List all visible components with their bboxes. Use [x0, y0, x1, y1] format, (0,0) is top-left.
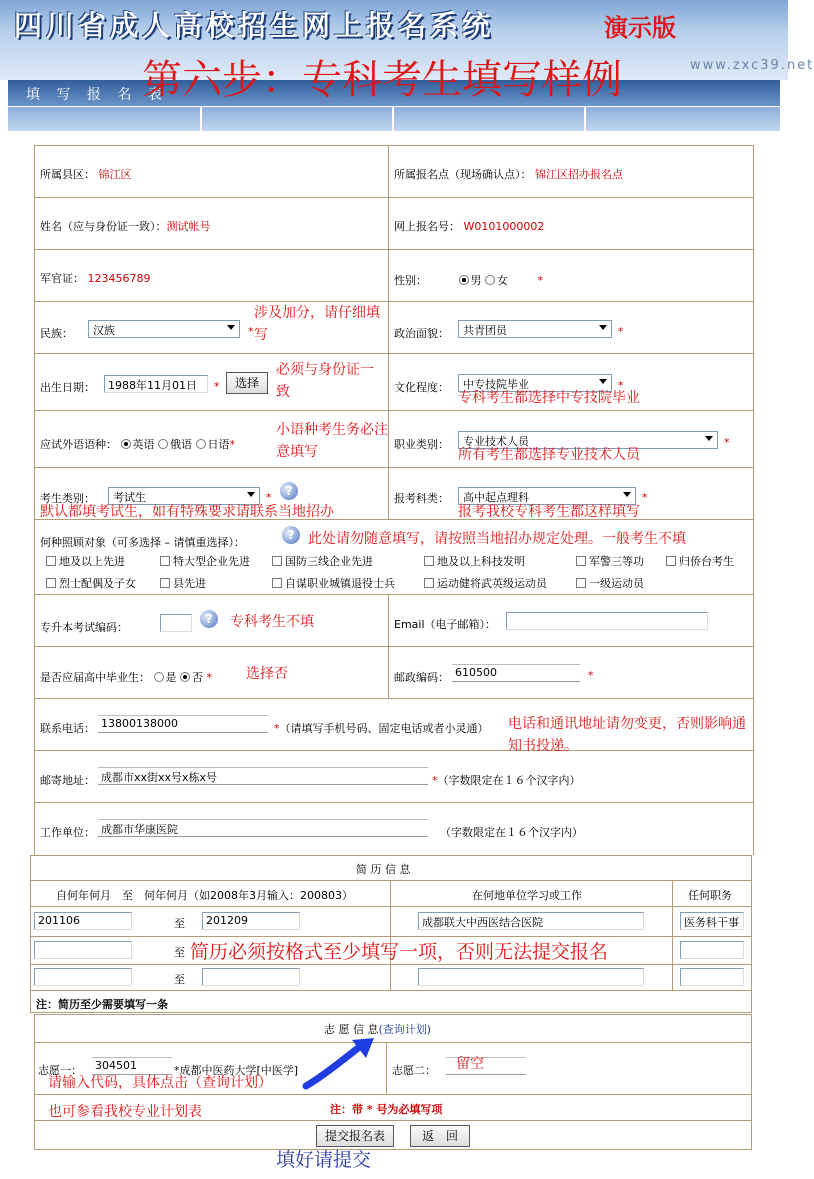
resume-col-period: 自何年何月 至 何年何月（如2008年3月输入：200803） — [56, 889, 353, 902]
resume-col-job: 任何职务 — [688, 889, 732, 902]
annotation-subject: 报考我校专科考生都这样填写 — [458, 504, 640, 520]
language-field: 应试外语语种： 英语 俄语 日语* — [40, 438, 235, 451]
political-label: 政治面貌： — [394, 327, 449, 340]
work-input[interactable]: 成都市华康医院 — [98, 819, 428, 837]
resume-to-input[interactable] — [202, 968, 300, 986]
language-russian-radio[interactable]: 俄语 — [158, 438, 192, 451]
exam-type-label: 考生类别： — [40, 492, 95, 505]
annotation-phone: 电话和通讯地址请勿变更，否则影响通知书投递。 — [508, 716, 746, 754]
required-star: * — [642, 491, 648, 504]
annotation-language: 小语种考生务必注意填写 — [276, 422, 388, 460]
resume-divider — [30, 880, 752, 881]
site-field: 所属报名点（现场确认点）： 锦江区招办报名点 — [394, 168, 623, 181]
required-star: * — [618, 379, 624, 392]
resume-job-input[interactable] — [680, 968, 744, 986]
military-id-field: 军官证： 123456789 — [40, 272, 151, 285]
political-select[interactable]: 共青团员 — [458, 320, 612, 338]
required-star: * — [266, 491, 272, 504]
care-option[interactable]: 军警三等功 — [576, 553, 644, 569]
phone-input[interactable]: 13800138000 — [98, 715, 268, 733]
arrow-icon — [300, 1034, 380, 1094]
site-value: 锦江区招办报名点 — [535, 168, 623, 181]
birth-label: 出生日期： — [40, 381, 95, 394]
county-value: 锦江区 — [98, 168, 132, 181]
required-star: * — [724, 436, 730, 449]
email-input[interactable] — [506, 612, 708, 630]
wish1-code-input[interactable]: 304501 — [92, 1057, 172, 1075]
resume-to-label: 至 — [174, 946, 185, 959]
annotation-leave-empty: 留空 — [456, 1056, 484, 1072]
care-option[interactable]: 县先进 — [160, 575, 206, 591]
sub-bar — [8, 107, 780, 131]
care-label: 何种照顾对象（可多选择 – 请慎重选择）： — [40, 536, 245, 549]
care-option[interactable]: 地及以上科技发明 — [424, 553, 525, 569]
email-label: Email（电子邮箱）： — [394, 618, 497, 631]
demo-badge: 演示版 — [604, 13, 676, 42]
wish-divider — [34, 1042, 752, 1043]
required-note: 注：带 * 号为必填写项 — [330, 1103, 443, 1116]
resume-to-label: 至 — [174, 917, 185, 930]
help-icon[interactable]: ? — [282, 526, 300, 544]
query-plan-link[interactable]: (查询计划) — [378, 1023, 432, 1036]
phone-label: 联系电话： — [40, 722, 95, 735]
required-star: * — [618, 325, 624, 338]
address-label: 邮寄地址： — [40, 774, 95, 787]
required-star: * — [248, 325, 254, 338]
phone-hint: *（请填写手机号码、固定电话或者小灵通） — [274, 722, 489, 735]
birth-select-button[interactable]: 选择 — [226, 372, 268, 394]
annotation-occupation: 所有考生都选择专业技术人员 — [458, 447, 640, 463]
language-japanese-radio[interactable]: 日语 — [196, 438, 230, 451]
care-option[interactable]: 运动健将武英级运动员 — [424, 575, 547, 591]
resume-col-place: 在何地单位学习或工作 — [472, 889, 582, 902]
gender-female-radio[interactable]: 女 — [485, 274, 508, 287]
sub-bar-divider — [200, 107, 202, 131]
care-option[interactable]: 自谋职业城镇退役士兵 — [272, 575, 395, 591]
gender-field: 性别： 男 女 * — [394, 274, 543, 287]
postcode-label: 邮政编码： — [394, 671, 449, 684]
occupation-select[interactable]: 专业技术人员 — [458, 431, 718, 449]
resume-from-input[interactable] — [34, 968, 132, 986]
resume-divider — [390, 880, 391, 990]
annotation-fresh-grad: 选择否 — [246, 666, 288, 682]
form-divider — [388, 146, 389, 520]
step-title: 第六步：专科考生填写样例 — [142, 57, 622, 103]
form-divider — [388, 595, 389, 699]
resume-note: 注：简历至少需要填写一条 — [36, 998, 168, 1011]
system-title: 四川省成人高校招生网上报名系统 — [14, 9, 495, 42]
ethnicity-select[interactable]: 汉族 — [88, 320, 240, 338]
exam-type-select[interactable]: 考试生 — [108, 487, 260, 505]
upgrade-code-label: 专升本考试编码： — [40, 621, 128, 634]
birth-input[interactable]: 1988年11月01日 — [104, 375, 208, 393]
fresh-grad-no-radio[interactable]: 否 — [180, 671, 203, 684]
wish-divider — [386, 1042, 387, 1094]
education-select[interactable]: 中专技院毕业 — [458, 374, 612, 392]
subject-label: 报考科类： — [394, 492, 449, 505]
annotation-education: 专科考生都选择中专技院毕业 — [458, 390, 640, 406]
county-field: 所属县区： 锦江区 — [40, 168, 132, 181]
resume-job-input[interactable] — [680, 941, 744, 959]
education-label: 文化程度： — [394, 381, 449, 394]
submit-button[interactable]: 提交报名表 — [316, 1125, 394, 1147]
reg-no-field: 网上报名号： W0101000002 — [394, 220, 545, 233]
resume-from-input[interactable] — [34, 941, 132, 959]
sub-bar-divider — [584, 107, 586, 131]
care-option[interactable]: 国防三线企业先进 — [272, 553, 373, 569]
name-field: 姓名（应与身份证一致）：测试帐号 — [40, 220, 211, 233]
wish1-label: 志愿一： — [38, 1064, 82, 1077]
annotation-upgrade: 专科考生不填 — [230, 614, 314, 630]
care-option[interactable]: 特大型企业先进 — [160, 553, 250, 569]
annotation-wish-code: 请输入代码，具体点击（查询计划） — [48, 1075, 272, 1091]
address-hint: *（字数限定在１６个汉字内） — [432, 774, 581, 787]
annotation-exam-type: 默认都填考试生，如有特殊要求请联系当地招办 — [40, 504, 334, 520]
resume-divider — [30, 936, 752, 937]
sub-bar-divider — [392, 107, 394, 131]
wish1-name: *成都中医药大学[中医学] — [174, 1064, 299, 1077]
annotation-resume: 简历必须按格式至少填写一项，否则无法提交报名 — [190, 941, 609, 963]
annotation-bonus: 涉及加分，请仔细填写 — [254, 305, 380, 343]
resume-job-input[interactable]: 医务科干事 — [680, 912, 744, 930]
work-hint: （字数限定在１６个汉字内） — [440, 826, 583, 839]
resume-divider — [30, 990, 752, 991]
site-url: www.zxc39.net — [690, 58, 814, 73]
help-icon[interactable]: ? — [200, 610, 218, 628]
resume-to-input[interactable]: 201209 — [202, 912, 300, 930]
resume-from-input[interactable]: 201106 — [34, 912, 132, 930]
back-button[interactable]: 返 回 — [410, 1125, 470, 1147]
annotation-submit: 填好请提交 — [276, 1149, 372, 1171]
annotation-plan: 也可参看我校专业计划表 — [48, 1104, 202, 1120]
upgrade-code-input[interactable] — [160, 614, 192, 632]
wish-title: 志 愿 信 息(查询计划) — [324, 1023, 432, 1036]
work-label: 工作单位： — [40, 826, 95, 839]
postcode-input[interactable]: 610500 — [452, 664, 580, 682]
wish2-label: 志愿二： — [392, 1064, 436, 1077]
resume-place-input[interactable]: 成都联大中西医结合医院 — [418, 912, 644, 930]
resume-divider — [30, 906, 752, 907]
gender-male-radio[interactable]: 男 — [459, 274, 482, 287]
language-english-radio[interactable]: 英语 — [121, 438, 155, 451]
military-id-value: 123456789 — [87, 272, 151, 285]
fresh-grad-field: 是否应届高中毕业生： 是 否 * — [40, 671, 212, 684]
fresh-grad-yes-radio[interactable]: 是 — [154, 671, 177, 684]
resume-title: 简 历 信 息 — [356, 863, 411, 876]
occupation-label: 职业类别： — [394, 438, 449, 451]
care-option[interactable]: 归侨台考生 — [666, 553, 734, 569]
annotation-idcard: 必须与身份证一致 — [276, 362, 374, 400]
address-input[interactable]: 成都市xx街xx号x栋x号 — [98, 767, 428, 785]
resume-to-label: 至 — [174, 973, 185, 986]
resume-divider — [672, 880, 673, 990]
ethnicity-label: 民族： — [40, 327, 73, 340]
help-icon[interactable]: ? — [280, 482, 298, 500]
resume-place-input[interactable] — [418, 968, 644, 986]
care-option[interactable]: 一级运动员 — [576, 575, 644, 591]
annotation-care: 此处请勿随意填写，请按照当地招办规定处理。一般考生不填 — [308, 531, 686, 547]
care-option[interactable]: 地及以上先进 — [46, 553, 125, 569]
required-star: * — [214, 380, 220, 393]
nav-label: 填 写 报 名 表 — [26, 87, 168, 103]
subject-select[interactable]: 高中起点理科 — [458, 487, 636, 505]
reg-no-value: W0101000002 — [463, 220, 545, 233]
required-star: * — [588, 669, 594, 682]
care-option[interactable]: 烈士配偶及子女 — [46, 575, 136, 591]
name-value: 测试帐号 — [166, 220, 211, 233]
